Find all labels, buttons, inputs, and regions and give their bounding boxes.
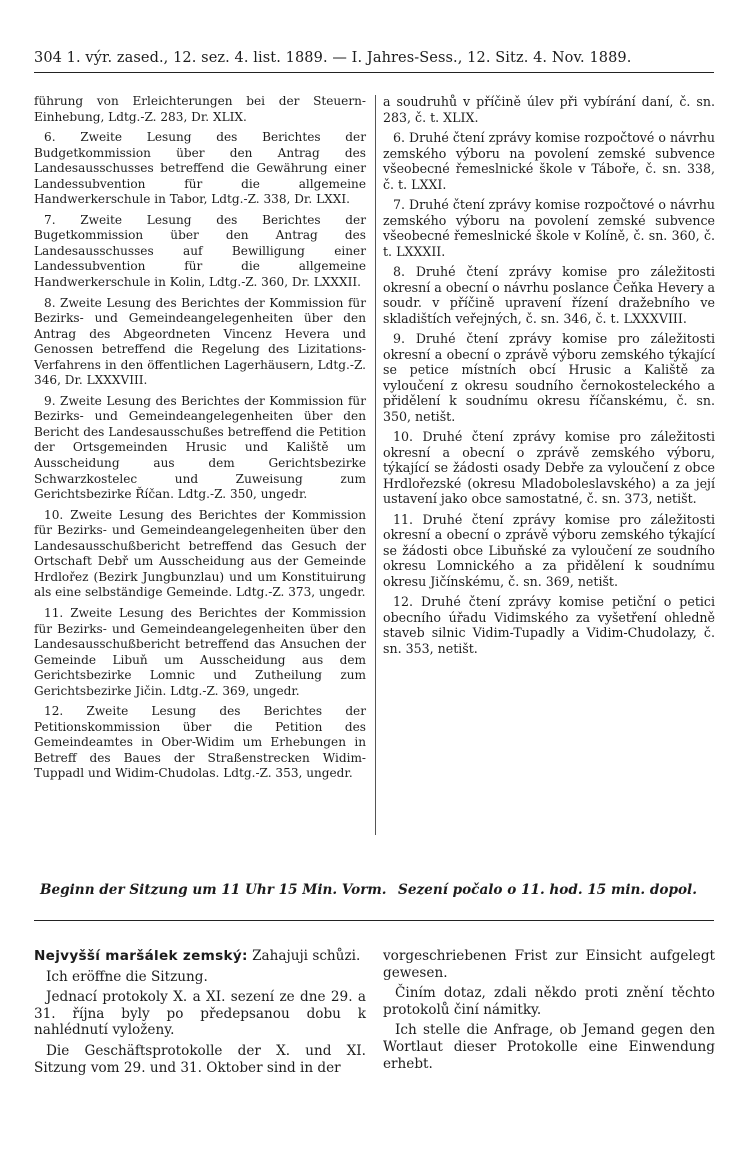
czech-item: 11. Druhé čtení zprávy komise pro záležitosti okresní a obecní o zprávě výboru zemského týkající se žádosti obce Libuňské za vyloučení ze soudního okresu Lomnického a za přidělení k soudnímu okresu Jičínskému, č. sn. 369, netišt. xyxy=(383,511,715,589)
page-header: 304 1. výr. zased., 12. sez. 4. list. 1889. — I. Jahres-Sess., 12. Sitz. 4. Nov. 1889. xyxy=(34,50,632,66)
speech-text: vorgeschriebenen Frist zur Einsicht aufgelegt gewesen. xyxy=(383,948,715,981)
column-divider xyxy=(375,95,376,835)
german-item: 6. Zweite Lesung des Berichtes der Budgetkommission über den Antrag des Landesausschusses betreffend die Gewährung einer Landessubvention für die allgemeine Handwerkerschule in Tabor, Ldtg.-Z. 338, Dr. LXXI. xyxy=(34,130,366,207)
speech-left-column xyxy=(34,948,366,1080)
session-start-german: Beginn der Sitzung um 11 Uhr 15 Min. Vorm. xyxy=(40,882,387,898)
czech-item: 12. Druhé čtení zprávy komise petiční o petici obecního úřadu Vidimského za vyšetření ohledně staveb silnic Vidim-Tupadly a Vidim-Chudolazy, č. sn. 353, netišt. xyxy=(383,594,715,656)
header-rule xyxy=(34,72,714,73)
czech-item: 7. Druhé čtení zprávy komise rozpočtové o návrhu zemského výboru na povolení zemské subvence všeobecné řemeslnické škole v Kolíně, č. sn. 360, č. t. LXXXII. xyxy=(383,197,715,259)
speech-text: Ich stelle die Anfrage, ob Jemand gegen den Wortlaut dieser Protokolle eine Einwendung erhebt. xyxy=(383,1022,715,1072)
czech-item: 8. Druhé čtení zprávy komise pro záležitosti okresní a obecní o návrhu poslance Čeňka Hevery a soudr. v příčině upravení řízení dražebního ve skladištích veřejných, č. sn. 346, č. t. LXXXVIII. xyxy=(383,264,715,326)
czech-item: 10. Druhé čtení zprávy komise pro záležitosti okresní a obecní o zprávě zemského výboru, týkající se žádosti osady Debře za vyloučení z obce Hrdlořezské (okresu Mladoboleslavského) a za její ustavení jako obce samostatné, č. sn. 373, netišt. xyxy=(383,429,715,506)
speaker-name: Nejvyšší maršálek zemský: xyxy=(34,948,248,964)
czech-item: 6. Druhé čtení zprávy komise rozpočtové o návrhu zemského výboru na povolení zemské subvence všeobecné řemeslnické škole v Táboře, č. sn. 338, č. t. LXXI. xyxy=(383,130,715,192)
session-start-czech: Sezení počalo o 11. hod. 15 min. dopol. xyxy=(398,882,697,898)
german-item: 12. Zweite Lesung des Berichtes der Petitionskommission über die Petition des Gemeindeamtes in Ober-Widim um Erhebungen in Betreff des Baues der Straßenstrecken Widim-Tuppadl und Widim-Chudolas. Ldtg.-Z. 353, ungedr. xyxy=(34,704,366,781)
czech-item: 9. Druhé čtení zprávy komise pro záležitosti okresní a obecní o zprávě výboru zemského týkající se petice místních obcí Hrusic a Kaliště za vyloučení z okresu soudního černokosteleckého a přidělení k soudnímu okresu říčanskému, č. sn. 350, netišt. xyxy=(383,331,715,424)
section-rule xyxy=(34,920,714,921)
speech-text: Činím dotaz, zdali někdo proti znění těchto protokolů činí námitky. xyxy=(383,985,715,1018)
speech-text: Ich eröffne die Sitzung. xyxy=(46,968,208,985)
german-item: 9. Zweite Lesung des Berichtes der Kommission für Bezirks- und Gemeindeangelegenheiten über den Bericht des Landesausschußes betreffend die Petition der Ortsgemeinden Hrusic und Kaliště um Ausscheidung aus dem Gerichtsbezirke Schwarzkostelec und Zuweisung zum Gerichtsbezirke Říčan. Ldtg.-Z. 350, ungedr. xyxy=(34,393,366,502)
german-item: 11. Zweite Lesung des Berichtes der Kommission für Bezirks- und Gemeindeangelegenheiten über den Landesausschußbericht betreffend das Ansuchen der Gemeinde Libuň um Ausscheidung aus dem Gerichtsbezirke Lomnic und Zutheilung zum Gerichtsbezirke Jičin. Ldtg.-Z. 369, ungedr. xyxy=(34,605,366,698)
german-item: führung von Erleichterungen bei der Steuern-Einhebung, Ldtg.-Z. 283, Dr. XLIX. xyxy=(34,94,366,124)
german-item: 7. Zweite Lesung des Berichtes der Bugetkommission über den Antrag des Landesausschusses auf Bewilligung einer Landessubvention für die allgemeine Handwerkerschule in Kolin, Ldtg.-Z. 360, Dr. LXXXII. xyxy=(34,212,366,290)
speech-text: Zahajuji schůzi. xyxy=(252,948,361,964)
german-item: 10. Zweite Lesung des Berichtes der Kommission für Bezirks- und Gemeindeangelegenheiten über den Landesausschußbericht betreffend das Gesuch der Ortschaft Debř um Ausscheidung aus der Gemeinde Hrdlořez (Bezirk Jungbunzlau) und um Konstituirung als eine selbständige Gemeinde. Ldtg.-Z. 373, ungedr. xyxy=(34,507,366,600)
speech-text: Die Geschäftsprotokolle der X. und XI. Sitzung vom 29. und 31. Oktober sind in der xyxy=(34,1042,366,1076)
czech-item: a soudruhů v příčině úlev při vybírání daní, č. sn. 283, č. t. XLIX. xyxy=(383,94,715,125)
speech-text: Jednací protokoly X. a XI. sezení ze dne 29. a 31. října byly po předepsanou dobu k nahlédnutí vyloženy. xyxy=(34,989,366,1039)
german-item: 8. Zweite Lesung des Berichtes der Kommission für Bezirks- und Gemeindeangelegenheiten über den Antrag des Abgeordneten Vincenz Hevera und Genossen betreffend die Regelung des Lizitations-Verfahrens in den öffentlichen Lagerhäusern, Ldtg.-Z. 346, Dr. LXXXVIII. xyxy=(34,295,366,388)
czech-column xyxy=(383,94,715,661)
german-column xyxy=(34,94,366,787)
speech-right-column xyxy=(383,948,715,1076)
